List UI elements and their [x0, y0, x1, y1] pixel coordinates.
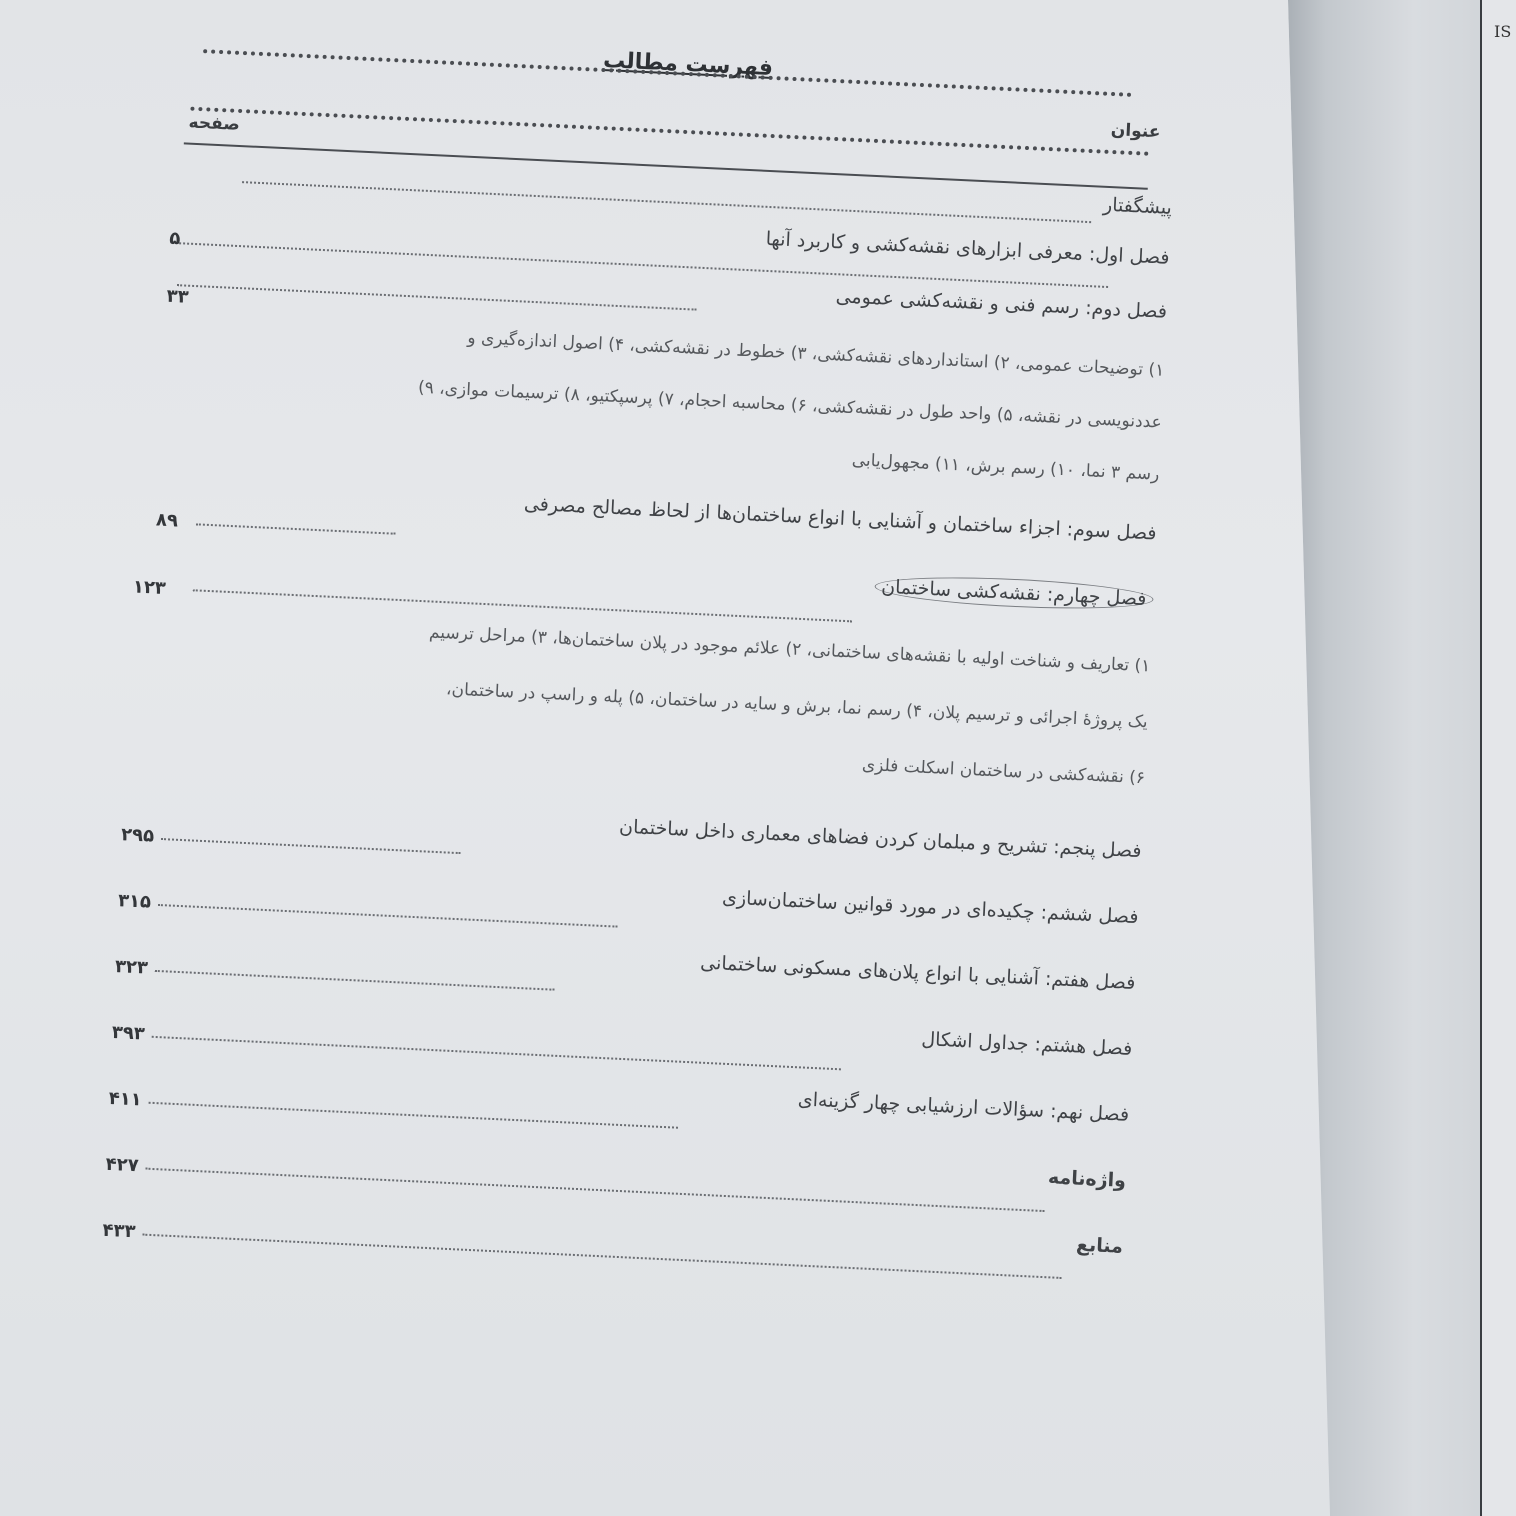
- toc-entry-label: فصل نهم: سؤالات ارزشیابی چهار گزینه‌ای: [797, 1088, 1130, 1126]
- column-header-page: صفحه: [188, 112, 241, 135]
- references-label: منابع: [1075, 1233, 1124, 1258]
- toc-page-number: ۳۳: [166, 285, 190, 308]
- adjacent-page-text: IS: [1494, 22, 1512, 41]
- toc-entry-label: فصل سوم: اجزاء ساختمان و آشنایی با انواع ساختمان‌ها از لحاظ مصالح مصرفی: [523, 492, 1158, 545]
- toc-page-number: ۳۱۵: [117, 890, 152, 913]
- toc-entry-label: پیشگفتار: [1102, 193, 1173, 219]
- dot-leader: [158, 904, 618, 928]
- toc-row: [157, 475, 1157, 556]
- chapter4-subtopics-line1: ۱) تعاریف و شناخت اولیه با نقشه‌های ساختمانی، ۲) علائم موجود در پلان ساختمان‌ها، ۳) مراحل ترسیم: [428, 622, 1151, 677]
- toc-entry-label: فصل هشتم: جداول اشکال: [920, 1028, 1133, 1061]
- toc-row: [105, 1123, 1127, 1204]
- chapter4-subtopics-line2: یک پروژهٔ اجرائی و ترسیم پلان، ۴) رسم نما، برش و سایه در ساختمان، ۵) پله و راسپ در ساختمان،: [445, 679, 1149, 733]
- toc-row: [102, 1189, 1124, 1270]
- dot-leader: [193, 589, 852, 622]
- page-title: فهرست مطالب: [602, 48, 774, 81]
- chapter2-subtopics-line3: رسم ۳ نما، ۱۰) رسم برش، ۱۱) مجهول‌یابی: [851, 450, 1160, 485]
- toc-entry-label: فصل اول: معرفی ابزارهای نقشه‌کشی و کاربرد آنها: [765, 227, 1171, 269]
- toc-row: [114, 925, 1136, 1006]
- chapter2-subtopics-line2: عددنویسی در نقشه، ۵) واحد طول در نقشه‌کشی، ۶) محاسبه احجام، ۷) پرسپکتیو، ۸) ترسیمات موازی، ۹): [417, 377, 1163, 433]
- circled-entry: فصل چهارم: نقشه‌کشی ساختمان: [874, 572, 1154, 613]
- toc-page-number: ۵: [168, 227, 181, 250]
- toc-page-number: ۴۱۱: [108, 1087, 143, 1111]
- chapter4-subtopics-line3: ۶) نقشه‌کشی در ساختمان اسکلت فلزی: [861, 754, 1146, 789]
- toc-entry-label: فصل پنجم: تشریح و مبلمان کردن فضاهای معماری داخل ساختمان: [618, 815, 1143, 863]
- toc-row: [108, 1057, 1130, 1138]
- dot-leader: [155, 970, 555, 991]
- toc-page-number: ۴۳۳: [102, 1219, 136, 1243]
- toc-row: [117, 859, 1139, 940]
- toc-entry-label: فصل هفتم: آشنایی با انواع پلان‌های مسکونی ساختمانی: [699, 951, 1136, 995]
- toc-row: [120, 793, 1143, 874]
- toc-page-number: ۴۲۷: [105, 1153, 140, 1177]
- dot-leader: [196, 523, 396, 534]
- toc-entry-label: [874, 575, 1154, 610]
- dot-leader: [161, 838, 461, 854]
- dot-leader: [142, 1234, 1061, 1279]
- toc-row: [132, 541, 1153, 622]
- toc-entry-label: فصل دوم: رسم فنی و نقشه‌کشی عمومی: [835, 285, 1168, 323]
- column-header-title: عنوان: [1110, 120, 1161, 143]
- toc-entry-label: [1076, 1234, 1124, 1258]
- toc-row: [111, 991, 1133, 1072]
- chapter2-subtopics-line1: ۱) توضیحات عمومی، ۲) استانداردهای نقشه‌کشی، ۳) خطوط در نقشه‌کشی، ۴) اصول اندازه‌گیری و: [467, 327, 1165, 381]
- glossary-label: واژه‌نامه: [1047, 1166, 1127, 1192]
- dot-leader: [177, 284, 697, 310]
- toc-page-number: ۸۹: [155, 509, 179, 532]
- table-of-contents: [34, 10, 1244, 1363]
- toc-page-number: ۳۹۳: [111, 1021, 146, 1045]
- toc-entry-label: [1048, 1166, 1127, 1192]
- toc-page-number: ۳۲۳: [114, 956, 149, 979]
- toc-page-number: ۱۲۳: [132, 576, 167, 599]
- dot-leader: [149, 1102, 679, 1129]
- adjacent-page: [1480, 0, 1516, 1516]
- toc-page-number: ۲۹۵: [120, 824, 155, 847]
- toc-entry-label: فصل ششم: چکیده‌ای در مورد قوانین ساختمان‌سازی: [721, 886, 1139, 929]
